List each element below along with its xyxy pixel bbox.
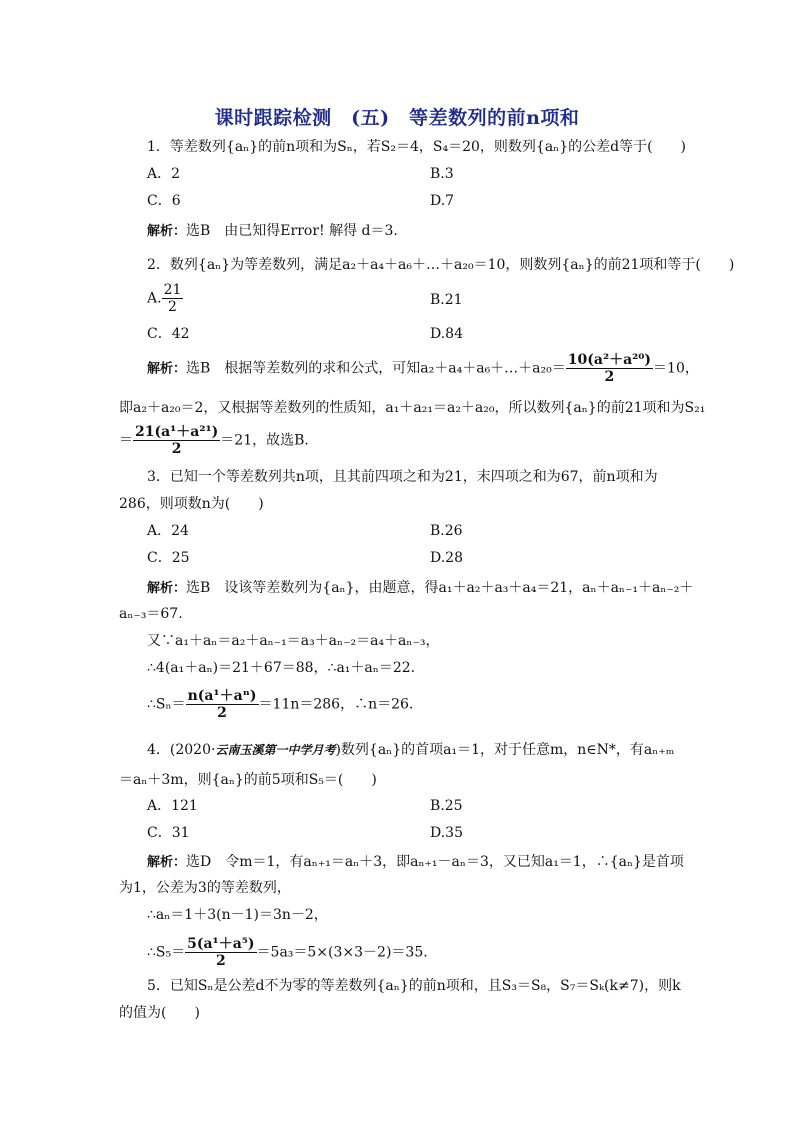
q2-solution-line-1 [147, 352, 699, 385]
q4-solution-line-2: 为1，公差为3的等差数列， [119, 880, 291, 896]
q3-option-a: A．24 [147, 523, 189, 539]
q2-solution-text: 选B 根据等差数列的求和公式，可知a₂＋a₄＋a₆＋…＋a₂₀＝ [186, 360, 566, 377]
q2-solution-line-3 [119, 424, 309, 457]
q4-solution-line-4 [147, 936, 428, 969]
fraction-denominator: 2 [171, 441, 182, 457]
q2-option-d: D.84 [430, 326, 463, 342]
q2-solution-fraction [566, 352, 653, 385]
q2-option-c: C．42 [147, 326, 190, 342]
q4-solution-line-3: ∴aₙ＝1＋3(n－1)＝3n－2， [147, 907, 328, 923]
q3-solution-sn: ∴Sₙ＝ [147, 696, 186, 713]
q3-stem-line-2: 286，则项数n为( ) [119, 496, 264, 512]
fraction-denominator: 2 [168, 299, 177, 315]
q1-option-d: D.7 [430, 193, 455, 209]
fraction-numerator: 21 [163, 282, 182, 298]
q3-solution-text: 选B 设该等差数列为{aₙ}，由题意，得a₁＋a₂＋a₃＋a₄＝21，aₙ＋aₙ₋₁＋aₙ₋₂＋ [186, 580, 694, 596]
page-title: 课时跟踪检测 (五) 等差数列的前n项和 [214, 107, 580, 129]
q3-solution-result: ＝11n＝286，∴n＝26. [258, 696, 414, 713]
q5-stem-line-1: 5．已知Sₙ是公差d不为零的等差数列{aₙ}的前n项和，且S₃＝S₈，S₇＝Sₖ(k≠7)，则k [147, 978, 681, 994]
q4-solution-text: 选D 令m＝1，有aₙ₊₁＝aₙ＋3，即aₙ₊₁－aₙ＝3，又已知a₁＝1，∴{aₙ}是首项 [186, 854, 684, 870]
solution-label: 解析： [147, 581, 187, 596]
solution-label: 解析： [147, 855, 187, 870]
q1-option-c: C．6 [147, 193, 181, 209]
q4-stem-number: 4．(2020· [147, 742, 216, 758]
q2-option-a [147, 282, 183, 315]
q1-stem: 1．等差数列{aₙ}的前n项和为Sₙ，若S₂＝4，S₄＝20，则数列{aₙ}的公差d等于( ) [147, 139, 687, 155]
q5-stem-line-2: 的值为( ) [119, 1005, 200, 1021]
q2-solution-conclusion: ＝21，故选B. [220, 432, 309, 449]
q2-solution-eq: ＝ [119, 432, 133, 449]
q1-solution-text: 选B 由已知得Error! 解得 d＝3. [186, 223, 398, 239]
q1-option-a: A．2 [147, 166, 181, 182]
q4-stem-text: )数列{aₙ}的首项a₁＝1，对于任意m，n∈N*，有aₙ₊ₘ [335, 742, 675, 758]
q4-solution-result: ＝5a₃＝5×(3×3－2)＝35. [256, 944, 428, 961]
q2-stem: 2．数列{aₙ}为等差数列，满足a₂＋a₄＋a₆＋…＋a₂₀＝10，则数列{aₙ}的前21项和等于( ) [147, 257, 735, 273]
q3-solution-line-5 [147, 688, 413, 721]
q3-solution-line-1 [147, 578, 693, 599]
q1-option-b: B.3 [430, 166, 454, 182]
q2-solution-fraction-2 [133, 424, 220, 457]
q3-option-c: C．25 [147, 550, 190, 566]
fraction-numerator: n(a¹＋aⁿ) [187, 688, 257, 704]
q4-option-d: D.35 [430, 825, 463, 841]
q3-option-d: D.28 [430, 550, 463, 566]
q4-option-a: A．121 [147, 798, 198, 814]
q4-source: 云南玉溪第一中学月考 [215, 743, 336, 757]
q4-option-b: B.25 [430, 798, 463, 814]
q2-option-a-fraction [162, 282, 184, 315]
solution-label: 解析： [147, 361, 187, 377]
q4-solution-s5: ∴S₅＝ [147, 944, 186, 961]
q3-option-b: B.26 [430, 523, 463, 539]
q4-stem-line-2: ＝aₙ＋3m，则{aₙ}的前5项和S₅＝( ) [119, 772, 377, 788]
q2-solution-text-tail: ＝10， [653, 360, 699, 377]
q4-solution-fraction [185, 936, 256, 969]
q1-solution [147, 221, 398, 242]
fraction-denominator: 2 [215, 953, 226, 969]
fraction-denominator: 2 [217, 705, 227, 721]
q3-stem-line-1: 3．已知一个等差数列共n项，且其前四项之和为21，末四项之和为67，前n项和为 [147, 469, 658, 485]
q4-solution-line-1 [147, 852, 684, 873]
solution-label: 解析： [147, 224, 187, 239]
q3-solution-line-2: aₙ₋₃＝67. [119, 606, 183, 622]
fraction-numerator: 5(a¹＋a⁵) [187, 936, 255, 952]
fraction-numerator: 21(a¹＋a²¹) [135, 424, 219, 440]
q4-option-c: C．31 [147, 825, 190, 841]
q4-stem-line-1 [147, 740, 674, 760]
q3-solution-fraction [186, 688, 259, 721]
fraction-denominator: 2 [604, 369, 615, 385]
q2-option-a-prefix: A. [147, 290, 162, 307]
fraction-numerator: 10(a²＋a²⁰) [567, 352, 652, 368]
q3-solution-line-3: 又∵a₁＋aₙ＝a₂＋aₙ₋₁＝a₃＋aₙ₋₂＝a₄＋aₙ₋₃， [147, 633, 440, 649]
q3-solution-line-4: ∴4(a₁＋aₙ)＝21＋67＝88，∴a₁＋aₙ＝22. [147, 660, 416, 676]
q2-option-b: B.21 [430, 292, 463, 308]
q2-solution-line-2: 即a₂＋a₂₀＝2，又根据等差数列的性质知，a₁＋a₂₁＝a₂＋a₂₀，所以数列{aₙ}的前21项和为S₂₁ [119, 400, 706, 416]
